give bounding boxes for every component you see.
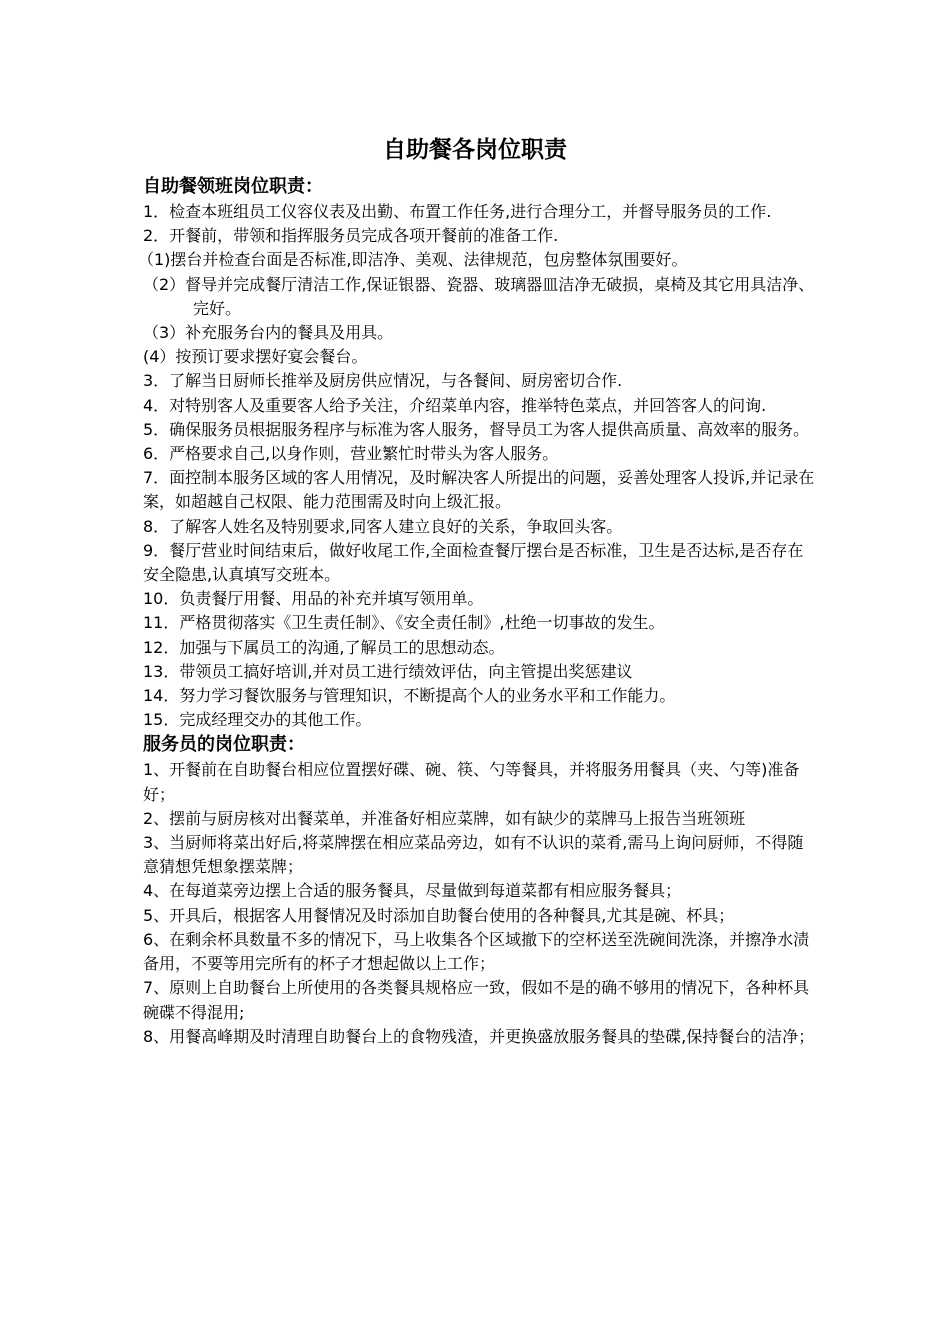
paragraph: 6．严格要求自己,以身作则，营业繁忙时带头为客人服务。: [143, 444, 559, 464]
paragraph: （1)摆台并检查台面是否标准,即洁净、美观、法律规范，包房整体氛围要好。: [138, 250, 688, 270]
paragraph: 11．严格贯彻落实《卫生责任制》、《安全责任制》,杜绝一切事故的发生。: [143, 613, 665, 633]
paragraph: 1．检查本班组员工仪容仪表及出勤、布置工作任务,进行合理分工，并督导服务员的工作.: [143, 202, 772, 221]
paragraph: 4、在每道菜旁边摆上合适的服务餐具，尽量做到每道菜都有相应服务餐具；: [143, 881, 682, 901]
paragraph: 14．努力学习餐饮服务与管理知识，不断提高个人的业务水平和工作能力。: [143, 686, 676, 706]
paragraph: 9．餐厅营业时间结束后，做好收尾工作,全面检查餐厅摆台是否标准，卫生是否达标,是否存在安全隐患,认真填写交班本。: [143, 540, 804, 585]
paragraph: (4）按预订要求摆好宴会餐台。: [143, 347, 368, 367]
section-heading: 服务员的岗位职责：: [143, 734, 305, 756]
section-heading: 自助餐领班岗位职责：: [143, 176, 323, 197]
paragraph: 4．对特别客人及重要客人给予关注，介绍菜单内容，推举特色菜点，并回答客人的问询.: [143, 395, 767, 415]
paragraph: 13．带领员工搞好培训,并对员工进行绩效评估，向主管提出奖惩建议: [143, 661, 633, 681]
section-team-leader: [138, 174, 815, 732]
document-title: 自助餐各岗位职责: [383, 137, 567, 163]
paragraph: 2、摆前与厨房核对出餐菜单，并准备好相应菜牌，如有缺少的菜牌马上报告当班领班: [143, 808, 746, 828]
paragraph: 2．开餐前，带领和指挥服务员完成各项开餐前的准备工作.: [143, 226, 559, 246]
paragraph: 10．负责餐厅用餐、用品的补充并填写领用单。: [143, 589, 484, 609]
paragraph: （2）督导并完成餐厅清洁工作,保证银器、瓷器、玻璃器皿洁净无破损，桌椅及其它用具洁净、完好。: [143, 274, 815, 318]
paragraph: 8、用餐高峰期及时清理自助餐台上的食物残渣，并更换盛放服务餐具的垫碟,保持餐台的洁净；: [143, 1026, 815, 1046]
paragraph: 8．了解客人姓名及特别要求,同客人建立良好的关系，争取回头客。: [143, 516, 623, 536]
paragraph: 1、开餐前在自助餐台相应位置摆好碟、碗、筷、勺等餐具，并将服务用餐具（夹、勺等)准备好；: [143, 760, 800, 804]
paragraph: 6、在剩余杯具数量不多的情况下，马上收集各个区域撤下的空杯送至洗碗间洗涤，并擦净水渍备用，不要等用完所有的杯子才想起做以上工作；: [143, 929, 810, 974]
paragraph: 5、开具后，根据客人用餐情况及时添加自助餐台使用的各种餐具,尤其是碗、杯具；: [143, 905, 735, 925]
paragraph: 12．加强与下属员工的沟通,了解员工的思想动态。: [143, 637, 505, 657]
paragraph: （3）补充服务台内的餐具及用具。: [143, 323, 394, 343]
paragraph: 7．面控制本服务区域的客人用情况，及时解决客人所提出的问题，妥善处理客人投诉,并记录在案，如超越自己权限、能力范围需及时向上级汇报。: [143, 468, 815, 512]
paragraph: 5．确保服务员根据服务程序与标准为客人服务，督导员工为客人提供高质量、高效率的服务。: [143, 419, 810, 439]
paragraph: 7、原则上自助餐台上所使用的各类餐具规格应一致，假如不是的确不够用的情况下，各种杯具碗碟不得混用;: [143, 978, 810, 1022]
paragraph: 15．完成经理交办的其他工作。: [143, 710, 372, 730]
paragraph: 3、当厨师将菜出好后,将菜牌摆在相应菜品旁边，如有不认识的菜肴,需马上询问厨师，不得随意猜想凭想象摆菜牌；: [143, 833, 804, 877]
document-body: [138, 174, 815, 1049]
paragraph: 3．了解当日厨师长推举及厨房供应情况，与各餐间、厨房密切合作.: [143, 371, 623, 391]
section-waiter: [143, 732, 815, 1048]
